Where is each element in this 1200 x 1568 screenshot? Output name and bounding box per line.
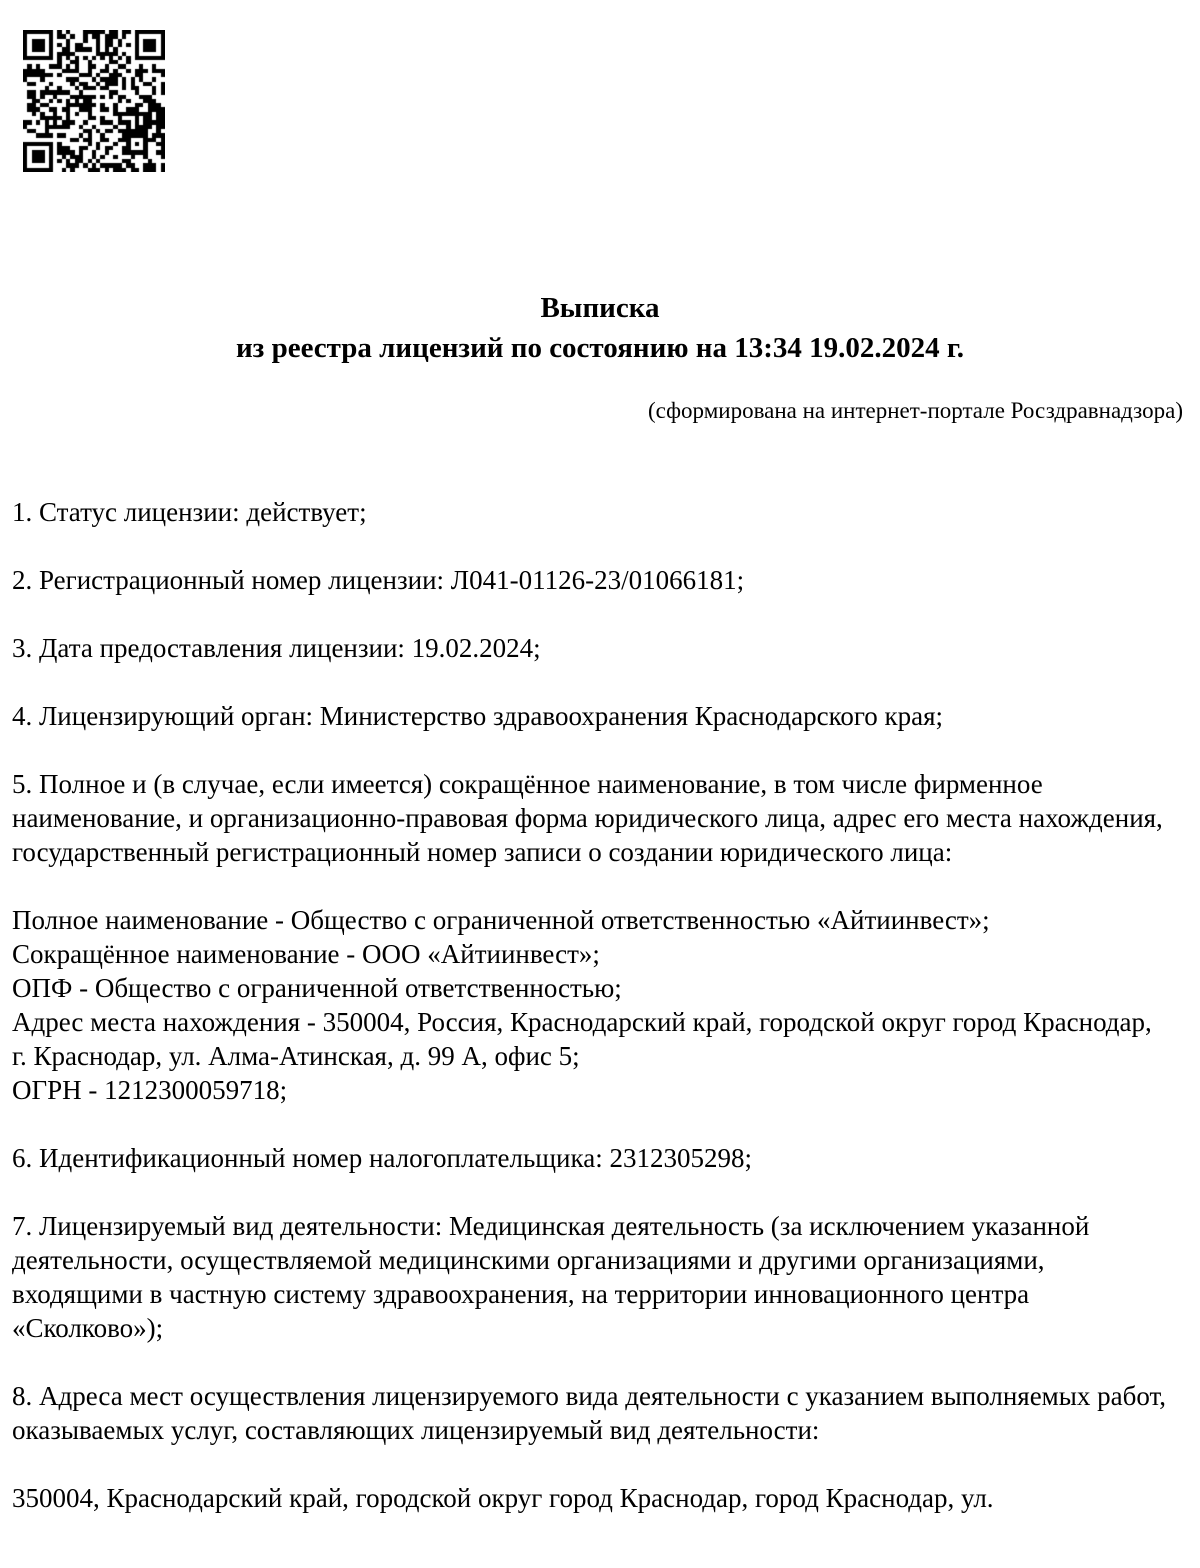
document-subtitle: (сформирована на интернет-портале Росздравнадзора) <box>648 398 1183 423</box>
document-body <box>12 495 1172 1515</box>
paragraph-license-status: 1. Статус лицензии: действует; <box>12 497 367 527</box>
title-line-1: Выписка <box>540 292 660 324</box>
paragraph-entity-intro: 5. Полное и (в случае, если имеется) сокращённое наименование, в том числе фирменное наименование, и организационно-правовая форма юридического лица, адрес его места нахождения, государственный регистрационный номер записи о создании юридического лица: <box>12 769 1163 867</box>
qr-code <box>23 30 165 172</box>
paragraph-licensing-authority: 4. Лицензирующий орган: Министерство здравоохранения Краснодарского края; <box>12 701 944 731</box>
title-line-2: из реестра лицензий по состоянию на 13:34 19.02.2024 г. <box>235 332 965 364</box>
line-address: Адрес места нахождения - 350004, Россия, Краснодарский край, городской округ город Краснодар, г. Краснодар, ул. Алма-Атинская, д. 99 А, офис 5; <box>12 1007 1152 1071</box>
document-title <box>0 288 1200 368</box>
paragraph-grant-date: 3. Дата предоставления лицензии: 19.02.2024; <box>12 633 541 663</box>
paragraph-licensed-activity: 7. Лицензируемый вид деятельности: Медицинская деятельность (за исключением указанной деятельности, осуществляемой медицинскими организациями и другими организациями, входящими в частную систему здравоохранения, на территории инновационного центра «Сколково»); <box>12 1211 1090 1343</box>
line-activity-address: 350004, Краснодарский край, городской округ город Краснодар, город Краснодар, ул. <box>12 1483 994 1513</box>
paragraph-activity-addresses-intro: 8. Адреса мест осуществления лицензируемого вида деятельности с указанием выполняемых работ, оказываемых услуг, составляющих лицензируемый вид деятельности: <box>12 1381 1167 1445</box>
line-short-name: Сокращённое наименование - ООО «Айтиинвест»; <box>12 939 600 969</box>
line-full-name: Полное наименование - Общество с ограниченной ответственностью «Айтиинвест»; <box>12 905 990 935</box>
line-opf: ОПФ - Общество с ограниченной ответственностью; <box>12 973 622 1003</box>
paragraph-registration-number: 2. Регистрационный номер лицензии: Л041-01126-23/01066181; <box>12 565 745 595</box>
paragraph-inn: 6. Идентификационный номер налогоплательщика: 2312305298; <box>12 1143 752 1173</box>
line-ogrn: ОГРН - 1212300059718; <box>12 1075 288 1105</box>
